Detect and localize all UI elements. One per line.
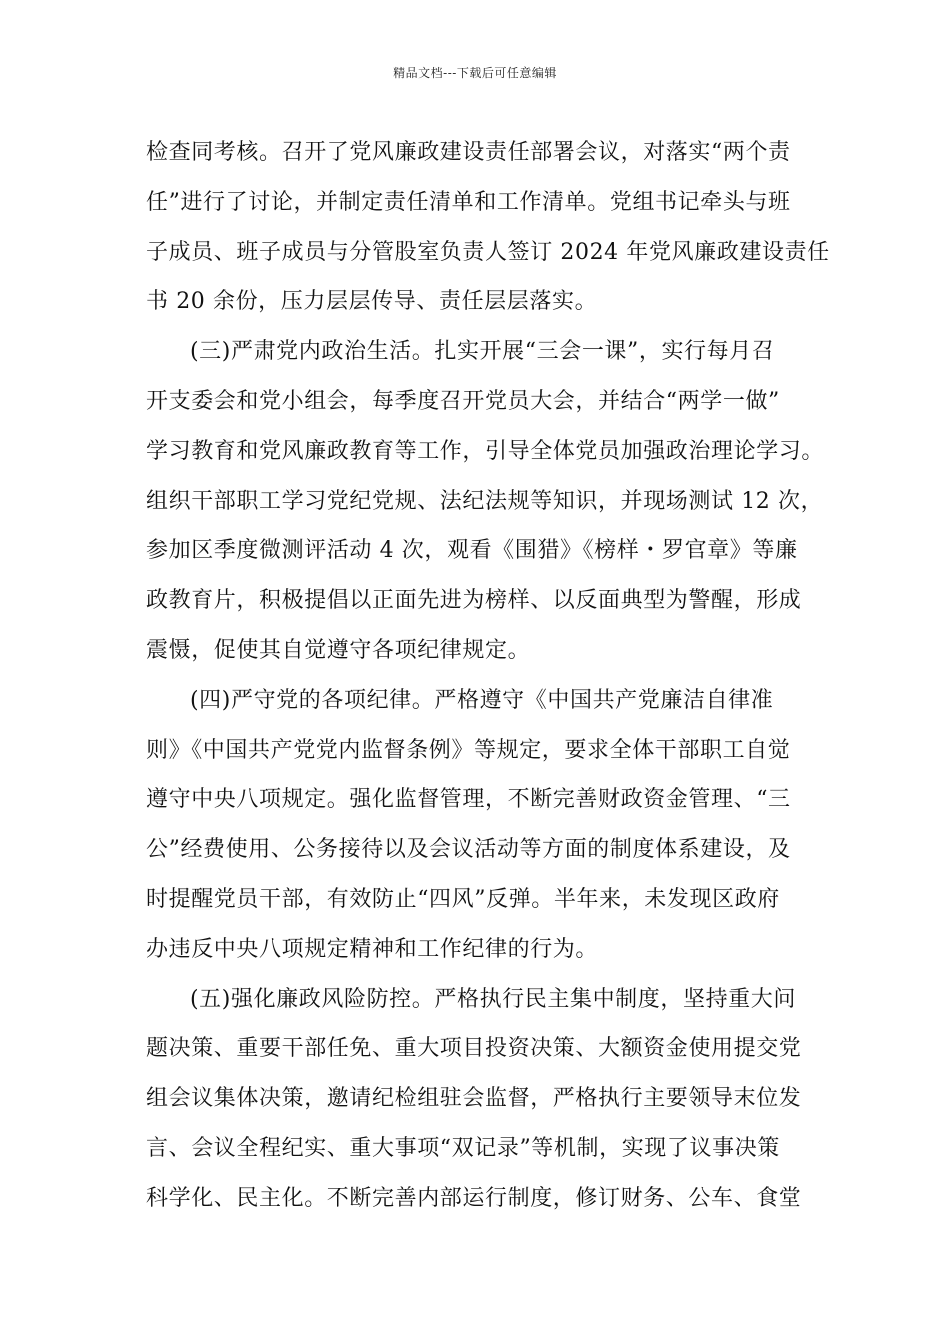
text-line: 参加区季度微测评活动 4 次，观看《围猎》《榜样・罗官章》等廉 <box>146 538 798 564</box>
text-line: 开支委会和党小组会，每季度召开党员大会，并结合“两学一做” <box>146 388 780 414</box>
text-line: 科学化、民主化。不断完善内部运行制度，修订财务、公车、食堂 <box>146 1185 802 1211</box>
paragraph-start-line: (四)严守党的各项纪律。严格遵守《中国共产党廉洁自律准 <box>190 687 774 713</box>
text-line: 组织干部职工学习党纪党规、法纪法规等知识，并现场测试 12 次， <box>146 488 824 514</box>
text-line: 时提醒党员干部，有效防止“四风”反弹。半年来，未发现区政府 <box>146 886 780 912</box>
text-line: 遵守中央八项规定。强化监督管理，不断完善财政资金管理、“三 <box>146 787 791 813</box>
text-line: 子成员、班子成员与分管股室负责人签订 2024 年党风廉政建设责任 <box>146 239 830 265</box>
paragraph-start-line: (五)强化廉政风险防控。严格执行民主集中制度，坚持重大问 <box>190 986 796 1012</box>
text-line: 震慑，促使其自觉遵守各项纪律规定。 <box>146 637 531 663</box>
text-line: 组会议集体决策，邀请纪检组驻会监督，严格执行主要领导末位发 <box>146 1086 802 1112</box>
document-body <box>146 128 830 1224</box>
paragraph-start-line: (三)严肃党内政治生活。扎实开展“三会一课”，实行每月召 <box>190 339 775 365</box>
text-line: 任”进行了讨论，并制定责任清单和工作清单。党组书记牵头与班 <box>146 189 791 215</box>
text-line: 题决策、重要干部任免、重大项目投资决策、大额资金使用提交党 <box>146 1036 802 1062</box>
text-line: 则》《中国共产党党内监督条例》等规定，要求全体干部职工自觉 <box>146 737 791 763</box>
text-line: 政教育片，积极提倡以正面先进为榜样、以反面典型为警醒，形成 <box>146 588 802 614</box>
text-line: 办违反中央八项规定精神和工作纪律的行为。 <box>146 936 599 962</box>
text-line: 公”经费使用、公务接待以及会议活动等方面的制度体系建设，及 <box>146 837 791 863</box>
text-line: 言、会议全程纪实、重大事项“双记录”等机制，实现了议事决策 <box>146 1135 780 1161</box>
text-line: 书 20 余份，压力层层传导、责任层层落实。 <box>146 289 598 315</box>
text-line: 学习教育和党风廉政教育等工作，引导全体党员加强政治理论学习。 <box>146 438 825 464</box>
text-line: 检查同考核。召开了党风廉政建设责任部署会议，对落实“两个责 <box>146 140 791 165</box>
page-header: 精品文档---下载后可任意编辑 <box>393 66 557 80</box>
